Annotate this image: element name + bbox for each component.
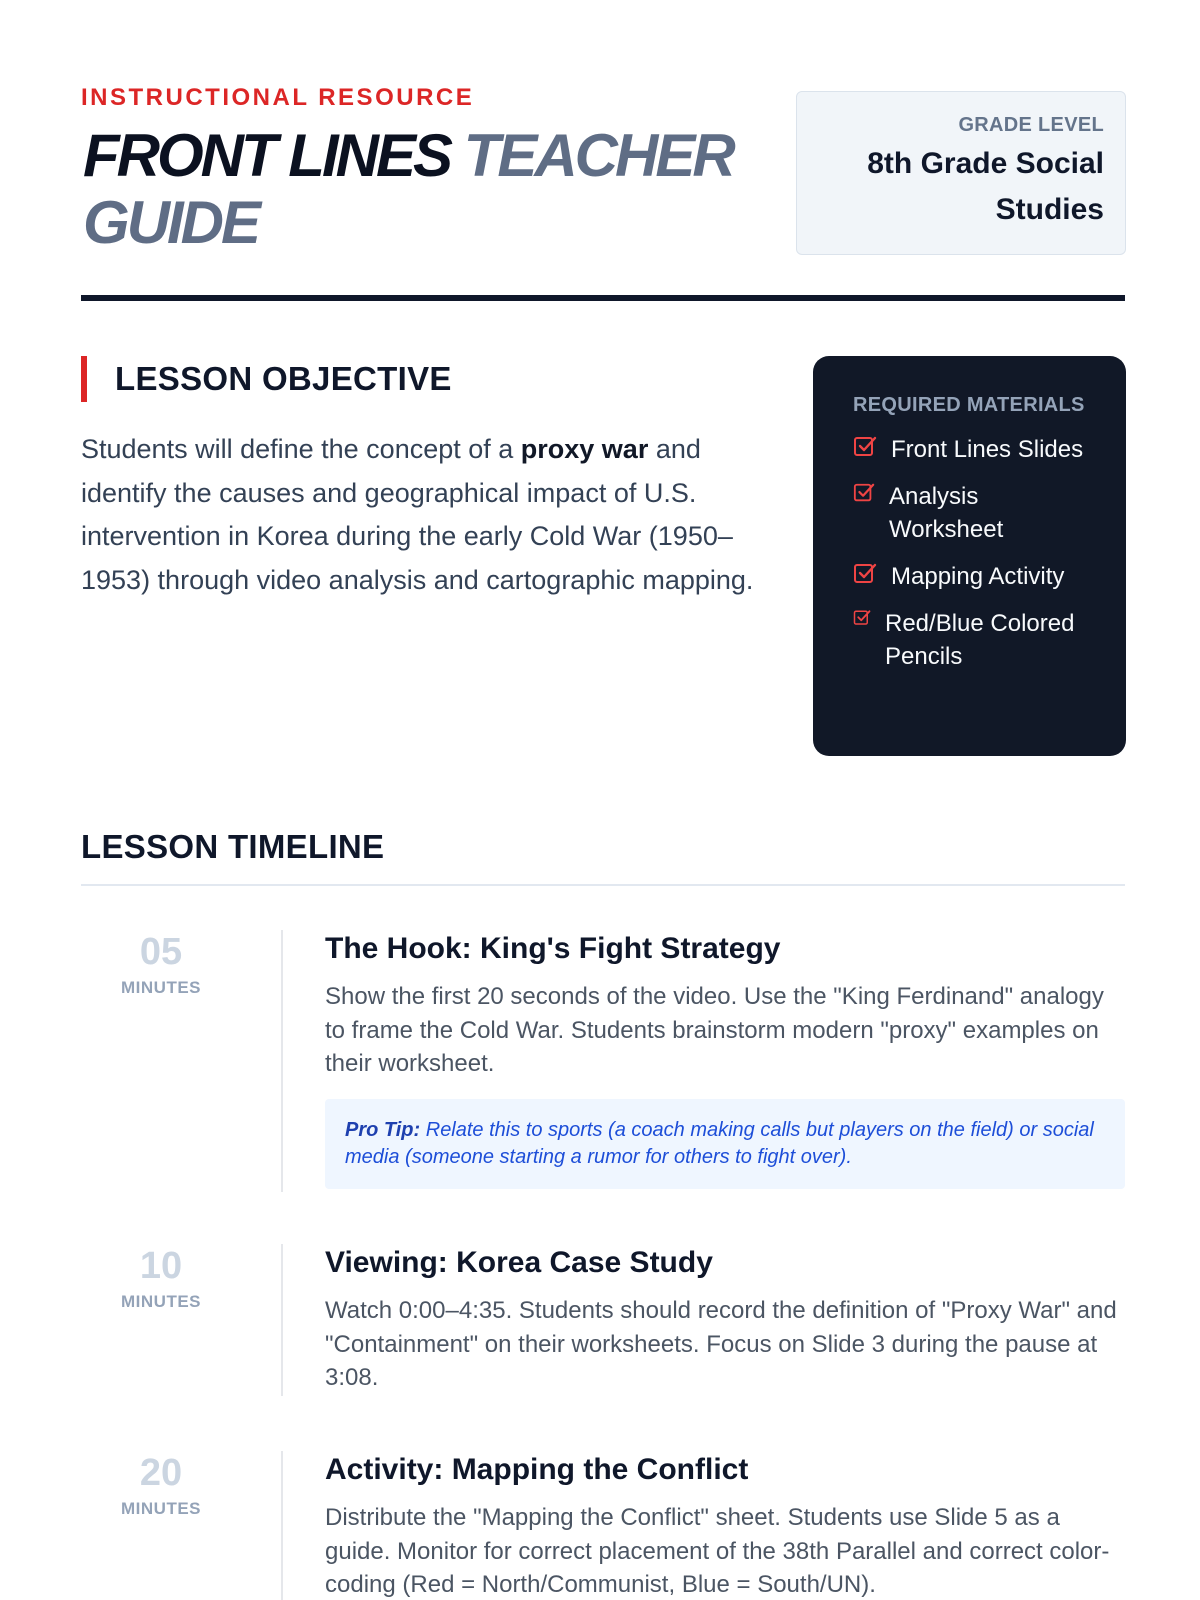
objective-heading: LESSON OBJECTIVE <box>115 360 452 397</box>
pro-tip-text: Relate this to sports (a coach making calls but players on the field) or social media (someone starting a rumor for others to fight over). <box>345 1118 1094 1168</box>
pro-tip-callout <box>325 1099 1125 1189</box>
checkbox-checked-icon <box>853 562 877 591</box>
timeline-step-description: Show the first 20 seconds of the video. Use the "King Ferdinand" analogy to frame the Cold War. Students brainstorm modern "proxy" examples on their worksheet. <box>325 983 1104 1077</box>
timeline-step-description: Distribute the "Mapping the Conflict" sheet. Students use Slide 5 as a guide. Monitor for correct placement of the 38th Parallel and correct color-coding (Red = North/Communist, Blue = South/UN). <box>325 1504 1110 1598</box>
grade-level-value: 8th Grade Social Studies <box>867 147 1104 226</box>
timeline-connector <box>281 930 283 1192</box>
duration-unit: MINUTES <box>121 1292 201 1311</box>
objective-text-end: and identify the causes and geographical impact of U.S. intervention in Korea during the early Cold War (1950–1953) through video analysis and cartographic mapping. <box>81 434 754 595</box>
objective-keyword: proxy war <box>520 434 649 464</box>
material-label: Analysis Worksheet <box>889 483 1004 543</box>
material-label: Mapping Activity <box>891 563 1065 590</box>
duration-unit: MINUTES <box>121 1499 201 1518</box>
page-title <box>83 122 803 256</box>
eyebrow-label: INSTRUCTIONAL RESOURCE <box>81 84 475 111</box>
timeline-item <box>81 1244 1125 1396</box>
timeline-item <box>81 930 1125 1192</box>
timeline-step-title: Viewing: Korea Case Study <box>325 1246 713 1279</box>
objective-accent-bar <box>81 356 87 402</box>
timeline-heading: LESSON TIMELINE <box>81 828 385 865</box>
timeline-step-title: Activity: Mapping the Conflict <box>325 1453 749 1486</box>
grade-level-label: GRADE LEVEL <box>958 114 1104 136</box>
timeline-connector <box>281 1244 283 1396</box>
timeline-content <box>325 1244 1125 1395</box>
checkbox-checked-icon <box>853 482 875 509</box>
pro-tip-label: Pro Tip: <box>345 1118 421 1141</box>
timeline-duration <box>81 930 241 998</box>
materials-label: REQUIRED MATERIALS <box>853 394 1085 416</box>
material-item <box>853 607 1096 673</box>
material-label: Red/Blue Colored Pencils <box>885 610 1075 670</box>
timeline-duration <box>81 1451 241 1519</box>
duration-number: 05 <box>139 931 183 973</box>
duration-number: 10 <box>139 1245 183 1287</box>
material-item <box>853 433 1096 466</box>
timeline-step-title: The Hook: King's Fight Strategy <box>325 932 781 965</box>
checkbox-checked-icon <box>853 435 877 464</box>
material-item <box>853 480 1096 546</box>
objective-text <box>81 428 771 602</box>
header-divider <box>81 295 1125 301</box>
material-label: Front Lines Slides <box>891 436 1084 463</box>
timeline-content <box>325 1451 1125 1600</box>
timeline-content <box>325 930 1125 1189</box>
timeline-step-description: Watch 0:00–4:35. Students should record the definition of "Proxy War" and "Containment" on their worksheets. Focus on Slide 3 during the pause at 3:08. <box>325 1297 1117 1391</box>
timeline-duration <box>81 1244 241 1312</box>
objective-text-start: Students will define the concept of a <box>81 434 521 464</box>
title-part-1: FRONT LINES <box>83 122 450 189</box>
required-materials-card <box>813 356 1126 756</box>
timeline-divider <box>81 884 1125 886</box>
timeline-item <box>81 1451 1125 1600</box>
title-part-2: TEACHER GUIDE <box>83 122 733 256</box>
duration-unit: MINUTES <box>121 978 201 997</box>
grade-level-box <box>796 91 1126 255</box>
timeline-connector <box>281 1451 283 1600</box>
duration-number: 20 <box>139 1452 183 1494</box>
checkbox-checked-icon <box>853 609 871 632</box>
material-item <box>853 560 1096 593</box>
